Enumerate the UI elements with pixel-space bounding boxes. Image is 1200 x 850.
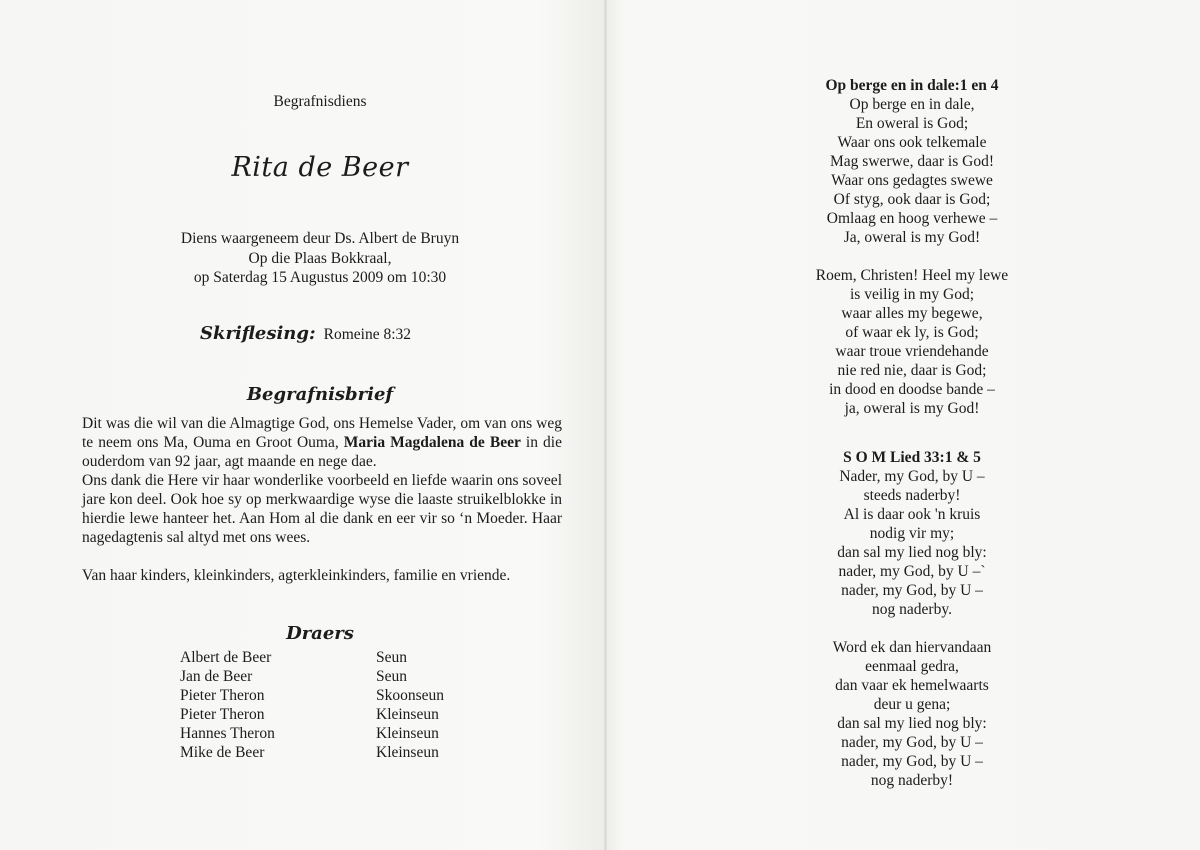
bearers-list <box>180 648 500 762</box>
reading-label: Skriflesing: <box>200 323 316 344</box>
hymn-line: Mag swerwe, daar is God! <box>830 153 994 170</box>
hymn-1 <box>747 76 1077 418</box>
hymn-line: in dood en doodse bande – <box>829 381 995 398</box>
hymn-line: Ja, oweral is my God! <box>843 229 981 246</box>
hymn-line: Omlaag en hoog verhewe – <box>826 210 998 227</box>
letter-text: Dit was die wil van die Almagtige God, ons Hemelse Vader, om van ons weg te neem ons Ma, Ouma en Groot Ouma, <box>82 415 562 451</box>
hymn-line: Al is daar ook 'n kruis <box>843 506 981 523</box>
bearer-row <box>180 686 500 705</box>
bearers-heading: Draers <box>286 623 354 644</box>
hymn-line: is veilig in my God; <box>850 286 974 303</box>
bearer-name: Hannes Theron <box>180 725 275 742</box>
scripture-reading <box>200 323 500 344</box>
hymn-line: Of styg, ook daar is God; <box>833 191 991 208</box>
hymn-line: nader, my God, by U – <box>841 753 983 770</box>
officiant-details <box>130 229 510 288</box>
hymn-line: nader, my God, by U – <box>841 582 983 599</box>
hymn-line: dan vaar ek hemelwaarts <box>835 677 989 694</box>
bearer-name: Pieter Theron <box>180 687 265 704</box>
hymn-line: nog naderby! <box>870 772 954 789</box>
deceased-name: Rita de Beer <box>231 152 409 183</box>
right-page <box>607 0 1200 850</box>
hymn-line: dan sal my lied nog bly: <box>837 544 987 561</box>
bearer-row <box>180 743 500 762</box>
hymn-line: steeds naderby! <box>863 487 961 504</box>
bearer-row <box>180 667 500 686</box>
location-line: Op die Plaas Bokkraal, <box>248 249 392 267</box>
hymn-line: nie red nie, daar is God; <box>837 362 987 379</box>
hymn-line: nader, my God, by U –` <box>838 563 986 580</box>
hymn-2 <box>747 448 1077 790</box>
hymn-line: Waar ons ook telkemale <box>837 134 987 151</box>
hymn-line: of waar ek ly, is God; <box>845 324 979 341</box>
bearer-relation: Kleinseun <box>376 725 439 742</box>
hymn-line: nog naderby. <box>872 601 952 618</box>
letter-text: in die ouderdom van 92 jaar, agt maande en nege dae. <box>82 434 562 470</box>
letter-heading: Begrafnisbrief <box>246 384 394 405</box>
bearer-name: Pieter Theron <box>180 706 265 723</box>
hymn-line: waar alles my begewe, <box>841 305 983 322</box>
bearer-row <box>180 648 500 667</box>
hymn-line: Word ek dan hiervandaan <box>832 639 992 656</box>
officiant-line: Diens waargeneem deur Ds. Albert de Bruyn <box>180 230 460 247</box>
deceased-full-name: Maria Magdalena de Beer <box>343 434 521 451</box>
hymn-line: waar troue vriendehande <box>835 343 989 360</box>
hymn-line: dan sal my lied nog bly: <box>837 715 987 732</box>
hymn-line: En oweral is God; <box>855 115 969 132</box>
bearer-name: Jan de Beer <box>180 668 253 685</box>
letter-signoff: Van haar kinders, kleinkinders, agterkleinkinders, familie en vriende. <box>82 567 511 584</box>
bearer-name: Mike de Beer <box>180 744 265 761</box>
hymn-line: deur u gena; <box>873 696 951 713</box>
bearer-relation: Skoonseun <box>376 687 445 704</box>
hymn-line: ja, oweral is my God! <box>844 400 980 417</box>
bearer-relation: Kleinseun <box>376 706 439 723</box>
funeral-letter <box>82 414 562 585</box>
bearer-relation: Kleinseun <box>376 744 439 761</box>
hymn-title: S O M Lied 33:1 & 5 <box>843 449 981 466</box>
bearer-row <box>180 724 500 743</box>
letter-paragraph: Ons dank die Here vir haar wonderlike voorbeeld en liefde waarin ons soveel jare kon deel. Ook hoe sy op merkwaardige wyse die laaste struikelblokke in hierdie lewe hanteer het. Aan Hom al die dank en eer vir so ‘n Moeder. Haar nagedagtenis sal altyd met ons wees. <box>82 472 562 546</box>
reading-reference: Romeine 8:32 <box>323 326 412 343</box>
date-line: op Saterdag 15 Augustus 2009 om 10:30 <box>193 269 447 286</box>
hymn-line: Waar ons gedagtes swewe <box>831 172 993 189</box>
bearer-name: Albert de Beer <box>180 649 272 666</box>
hymn-line: Op berge en in dale, <box>849 96 975 113</box>
letter-paragraph <box>82 414 562 471</box>
bearer-relation: Seun <box>376 668 407 685</box>
hymn-title: Op berge en in dale:1 en 4 <box>825 77 999 94</box>
bearer-relation: Seun <box>376 649 407 666</box>
hymn-line: Nader, my God, by U – <box>839 468 985 485</box>
hymn-line: nodig vir my; <box>869 525 955 542</box>
bearer-row <box>180 705 500 724</box>
hymn-line: eenmaal gedra, <box>865 658 959 675</box>
service-label: Begrafnisdiens <box>273 93 367 110</box>
hymn-line: nader, my God, by U – <box>841 734 983 751</box>
hymn-line: Roem, Christen! Heel my lewe <box>815 267 1009 284</box>
